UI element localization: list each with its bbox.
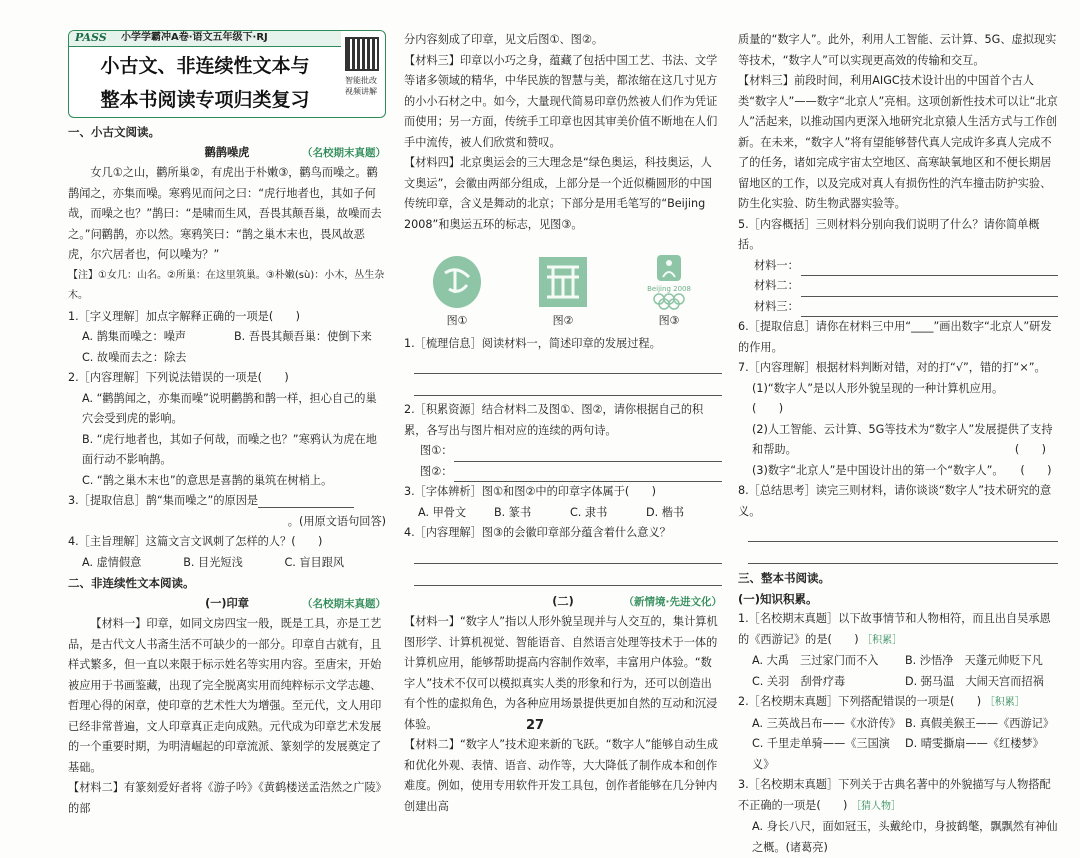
options: A. 虚情假意 B. 目光短浅 C. 盲目跟风: [82, 555, 345, 569]
seal-image-1: [427, 253, 487, 311]
qr-caption: 智能批改 视频讲解: [345, 76, 377, 96]
question: 6.［提取信息］请你在材料三中用“____”画出数字“北京人”研发的作用。: [738, 320, 1052, 354]
question: 1.［梳理信息］阅读材料一，简述印章的发展过程。: [404, 336, 661, 350]
answer-field[interactable]: 图①：: [404, 441, 722, 462]
column-left: PASS 小学学霸冲A卷·语文五年级下·RJ 小古文、非连续性文本与 整本书阅读专项归类复习 智能批改 视频讲解 一、小古文阅读。 鹳鹊噪虎 （名校期末真题） 女几①之山，鹳所巢②，有虎出于朴嫩③，鹳鸟而噪之。鹳鹊闻之，亦集而噪。寒鸦见而问之曰：“虎行地者也，其如子何哉，而噪之也？”鹊曰：“是啸而生风，吾畏其颠吾巢，故噪而去之。”问鹳鹊，亦以然。寒鸦笑曰：“鹊之巢木末也，畏风故恶虎，尔穴居者也，何以噪为？” 【注】①女几：山名。②所巢：在这里筑巢。③朴嫩(sù)：小木，丛生杂木。 1.［字义理解］加点字解释正确的一项是( ) A. 鹊集而噪之：噪声 B. 吾畏其颠吾巢：使倒下来 C. 故噪而去之：除去 2.［内容理解］下列说法错误的一项是( ) A. “鹳鹊闻之，亦集而噪”说明鹳鹊和鹊一样，担心自己的巢穴会受到虎的影响。 B. “虎行地者也，其如子何哉，而噪之也？”寒鸦认为虎在地面行动不影响鹊。 C. “鹊之巢木末也”的意思是喜鹊的巢筑在树梢上。 3.［提取信息］鹊“集而噪之”的原因是 。(用原文语句回答) 4.［主旨理解］这篇文言文讽刺了怎样的人？( ) A. 虚情假意 B. 目光短浅 C. 盲目跟风 二、非连续性文本阅读。 (一)印章 （名校期末真题） 【材料一】印章，如同文房四宝一般，既是工具，亦是工艺品，是古代文人书斋生活不可缺少的一部分。印章自古就有，且样式繁多，但一直以来限于标示姓名等实用内容。至唐宋，开始被应用于书画鉴藏，出现了完全脱离实用而纯粹标示文学志趣、哲理心得的闲章，使印章的艺术性大为增强。至元代，文人用印已经非常普遍，文人印章真正走向成熟。元代成为印章艺术发展的一个重要时期，为明清崛起的印章流派、篆刻学的发展奠定了基础。 【材料二】有篆刻爱好者将《游子吟》《黄鹤楼送孟浩然之广陵》的部: [68, 30, 386, 828]
material-text: 【材料四】北京奥运会的三大理念是“绿色奥运，科技奥运，人文奥运”，会徽由两部分组成，上部分是一个近似椭圆形的中国传统印章，含义是舞动的北京；下部分是用毛笔写的“Beijing 2008”和奥运五环的标志，见图③。: [404, 156, 712, 231]
material-text: 【材料二】有篆刻爱好者将《游子吟》《黄鹤楼送孟浩然之广陵》的部: [68, 781, 382, 815]
options: A. 甲骨文 B. 篆书 C. 隶书 D. 楷书: [418, 505, 685, 519]
olympic-emblem: [639, 253, 699, 311]
subsection-title: (二) （新情境·先进文化）: [552, 594, 722, 608]
figure-row: [404, 239, 722, 311]
question: 1.［名校期末真题］以下故事情节和人物相符，而且出自吴承恩的《西游记》的是( ) ［积累］: [738, 612, 1051, 646]
brand-logo: PASS: [75, 31, 107, 44]
qr-code-icon[interactable]: [345, 37, 379, 71]
title-box: [68, 30, 386, 118]
options: A. 鹊集而噪之：噪声 B. 吾畏其颠吾巢：使倒下来 C. 故噪而去之：除去: [82, 330, 372, 364]
page-number: 27: [526, 718, 545, 733]
material-text: 【材料二】“数字人”技术迎来新的飞跃。“数字人”能够自动生成和优化外观、表情、语音、动作等，大大降低了制作成本和创作难度。例如，使用专用软件开发工具包，创作者能够在几分钟内创建出高: [404, 738, 719, 813]
material-text: 【材料一】印章，如同文房四宝一般，既是工具，亦是工艺品，是古代文人书斋生活不可缺少的一部分。印章自古就有，且样式繁多，但一直以来限于标示姓名等实用内容。至唐宋，开始被应用于书画鉴藏，出现了完全脱离实用而纯粹标示文学志趣、哲理心得的闲章，使印章的艺术性大为增强。至元代，文人用印已经非常普遍，文人印章真正走向成熟。元代成为印章艺术发展的一个重要时期，为明清崛起的印章流派、篆刻学的发展奠定了基础。: [68, 617, 382, 774]
question: 4.［内容理解］图③的会徽印章部分蕴含着什么意义？: [404, 526, 671, 539]
page-title: 小古文、非连续性文本与 整本书阅读专项归类复习: [100, 55, 310, 111]
section-heading: 二、非连续性文本阅读。: [68, 576, 195, 590]
material-text: 【材料一】“数字人”指以人形外貌呈现并与人交互的，集计算机图形学、计算机视觉、智能语音、自然语言处理等技术于一体的计算机应用，能够帮助提高内容制作效率，丰富用户体验。“数字人”技术不仅可以模拟真实人类的形象和行为，还可以创造出有个性的虚拟角色，为各种应用场景提供更加自然的互动和沉浸体验。: [404, 615, 718, 731]
question: 8.［总结思考］读完三则材料，请你谈谈“数字人”技术研究的意义。: [738, 484, 1052, 518]
section-heading: 三、整本书阅读。: [738, 571, 830, 585]
answer-field[interactable]: 图②：: [404, 462, 722, 483]
question: 3.［提取信息］鹊“集而噪之”的原因是: [68, 491, 386, 512]
options: A. 三英战吕布——《水浒传》 B. 真假美猴王——《西游记》 C. 千里走单骑——《三国演义》 D. 晴雯撕扇——《红楼梦》: [752, 716, 1055, 771]
annotation: 【注】①女几：山名。②所巢：在这里筑巢。③朴嫩(sù)：小木，丛生杂木。: [68, 269, 385, 301]
question: 3.［名校期末真题］下列关于古典名著中的外貌描写与人物搭配不正确的一项是( ) ［猜人物］: [738, 778, 1051, 812]
answer-blank[interactable]: [258, 494, 354, 508]
question: 4.［主旨理解］这篇文言文讽刺了怎样的人？( ): [68, 535, 323, 548]
answer-line[interactable]: [748, 524, 1058, 542]
series-label: 小学学霸冲A卷·语文五年级下·RJ: [121, 32, 268, 43]
options: A. 大禹 三过家门而不入 B. 沙悟净 天蓬元帅贬下凡 C. 关羽 刮骨疗毒 D. 弼马温 大闹天宫而招祸: [752, 654, 1044, 688]
answer-line[interactable]: [414, 356, 722, 374]
question: 3.［字体辨析］图①和图②中的印章字体属于( ): [404, 485, 657, 498]
answer-field[interactable]: 材料二：: [738, 276, 1058, 297]
answer-field[interactable]: 材料三：: [738, 297, 1058, 318]
answer-line[interactable]: [414, 378, 722, 396]
answer-line[interactable]: [414, 546, 722, 564]
material-text: 【材料三】前段时间，利用AIGC技术设计出的中国首个古人类“数字人”——数字“北京人”亮相。这项创新性技术可以让“北京人”活起来，以推动国内更深入地研究北京猿人生活方式与工作创新。在未来，“数字人”将有望能够替代真人完成许多真人完成不了的任务，诸如完成宇宙太空地区、高寒缺氧地区和不便长期居留地区的工作，以及完成对真人有损伤性的汽车撞击防护实验、防生化实验、防生物武器实验等。: [738, 74, 1058, 210]
question: 2.［积累资源］结合材料二及图①、图②，请你根据自己的积累，各写出与图片相对应的连续的两句诗。: [404, 403, 704, 437]
passage-title: 鹳鹊噪虎 （名校期末真题）: [204, 145, 386, 159]
subsection-title: (一)印章 （名校期末真题）: [205, 596, 386, 610]
question: 2.［内容理解］下列说法错误的一项是( ): [68, 371, 289, 384]
answer-line[interactable]: [414, 568, 722, 586]
figure-captions: 图① 图② 图③: [446, 314, 680, 327]
subsection-heading: (一)知识积累。: [738, 591, 818, 606]
question: 5.［内容概括］三则材料分别向我们说明了什么？请你简单概括。: [738, 217, 1040, 251]
material-text: 【材料三】印章以小巧之身，蕴藏了包括中国工艺、书法、文学等诸多领域的精华，中华民族的智慧与美，都浓缩在这几寸见方的小小石材之中。如今，大量现代简易印章仍然被人们作为凭证而使用；另一方面，传统手工印章也因其审美价值不断地在人们手中流传，被人们欣赏和赞叹。: [404, 53, 718, 149]
seal-image-2: [533, 253, 593, 311]
passage-text: 女几①之山，鹳所巢②，有虎出于朴嫩③，鹳鸟而噪之。鹳鹊闻之，亦集而噪。寒鸦见而问之曰：“虎行地者也，其如子何哉，而噪之也？”鹊曰：“是啸而生风，吾畏其颠吾巢，故噪而去之。”问鹳鹊，亦以然。寒鸦笑曰：“鹊之巢木末也，畏风故恶虎，尔穴居者也，何以噪为？”: [68, 166, 382, 261]
column-right: 质量的“数字人”。此外，利用人工智能、云计算、5G、虚拟现实等技术，“数字人”可以实现更高效的传输和交互。 【材料三】前段时间，利用AIGC技术设计出的中国首个古人类“数字人”——数字“北京人”亮相。这项创新性技术可以让“北京人”活起来，以推动国内更深入地研究北京猿人生活方式与工作创新。在未来，“数字人”将有望能够替代真人完成许多真人完成不了的任务，诸如完成宇宙太空地区、高寒缺氧地区和不便长期居留地区的工作，以及完成对真人有损伤性的汽车撞击防护实验、防生化实验、防生物武器实验等。 5.［内容概括］三则材料分别向我们说明了什么？请你简单概括。 材料一： 材料二： 材料三： 6.［提取信息］请你在材料三中用“____”画出数字“北京人”研发的作用。 7.［内容理解］根据材料判断对错，对的打“√”，错的打“×”。 (1)“数字人”是以人形外貌呈现的一种计算机应用。 ( ) (2)人工智能、云计算、5G等技术为“数字人”发展提供了支持和帮助。 ( ) (3)数字“北京人”是中国设计出的第一个“数字人”。 ( ) 8.［总结思考］读完三则材料，请你谈谈“数字人”技术研究的意义。 三、整本书阅读。 (一)知识积累。 1.［名校期末真题］以下故事情节和人物相符，而且出自吴承恩的《西游记》的是( ) ［积累］ A. 大禹 三过家门而不入 B. 沙悟净 天蓬元帅贬下凡 C. 关羽 刮骨疗毒 D. 弼马温 大闹天宫而招祸 2.［名校期末真题］下列搭配错误的一项是( ) ［积累］ A. 三英战吕布——《水浒传》 B. 真假美猴王——《西游记》 C. 千里走单骑——《三国演义》 D. 晴雯撕扇——《红楼梦》 3.［名校期末真题］下列关于古典名著中的外貌描写与人物搭配不正确的一项是( ) ［猜人物］ A. 身长八尺，面如冠玉，头戴纶巾，身披鹤氅，飘飘然有神仙之概。(诸葛亮): [738, 33, 1058, 854]
column-middle: 分内容刻成了印章，见文后图①、图②。 【材料三】印章以小巧之身，蕴藏了包括中国工艺、书法、文学等诸多领域的精华，中华民族的智慧与美，都浓缩在这几寸见方的小小石材之中。如今，大量现代简易印章仍然被人们作为凭证而使用；另一方面，传统手工印章也因其审美价值不断地在人们手中流传，被人们欣赏和赞叹。 【材料四】北京奥运会的三大理念是“绿色奥运，科技奥运，人文奥运”，会徽由两部分组成，上部分是一个近似椭圆形的中国传统印章，含义是舞动的北京；下部分是用毛笔写的“Beijing 2008”和奥运五环的标志，见图③。 Beijing 2008 图① 图② 图③ 1.［梳理信息］阅读材料一，简述印章的发展过程。 2.［积累资源］结合材料二及图①、图②，请你根据自己的积累，各写出与图片相对应的连续的两句诗。 图①： 图②： 3.［字体辨析］图①和图②中的印章字体属于( ) A. 甲骨文 B. 篆书 C. 隶书 D. 楷书 4.［内容理解］图③的会徽印章部分蕴含着什么意义？ (二) （新情境·先进文化） 【材料一】“数字人”指以人形外貌呈现并与人交互的，集计算机图形学、计算机视觉、智能语音、自然语言处理等技术于一体的计算机应用，能够帮助提高内容制作效率，丰富用户体验。“数字人”技术不仅可以模拟真实人类的形象和行为，还可以创造出有个性的虚拟角色，为各种应用场景提供更加自然的互动和沉浸体验。 【材料二】“数字人”技术迎来新的飞跃。“数字人”能够自动生成和优化外观、表情、语音、动作等，大大降低了制作成本和创作难度。例如，使用专用软件开发工具包，创作者能够在几分钟内创建出高: [404, 30, 722, 828]
answer-field[interactable]: 材料一：: [738, 256, 1058, 277]
question: 1.［字义理解］加点字解释正确的一项是( ): [68, 309, 300, 323]
question: 2.［名校期末真题］下列搭配错误的一项是( ) ［积累］: [738, 695, 1025, 708]
svg-text:Beijing 2008: Beijing 2008: [647, 285, 691, 293]
section-heading: 一、小古文阅读。: [68, 125, 160, 139]
question: 7.［内容理解］根据材料判断对错，对的打“√”，错的打“×”。: [738, 361, 1046, 374]
answer-line[interactable]: [748, 546, 1058, 564]
